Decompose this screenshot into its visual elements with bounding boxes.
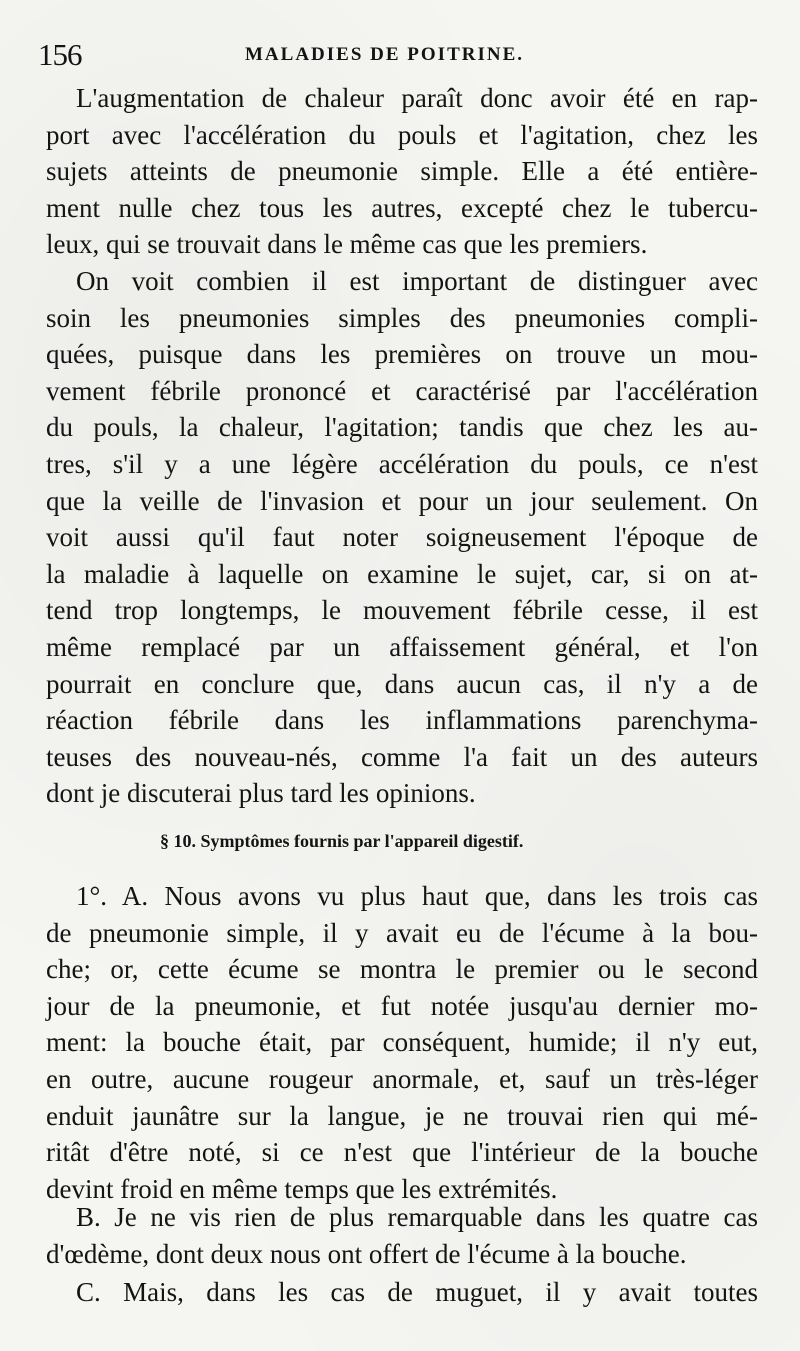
text-line: voit aussi qu'il faut noter soigneusement l'époque de bbox=[46, 522, 758, 553]
text-line: devint froid en même temps que les extrémités. bbox=[46, 1173, 558, 1204]
text-line: pourrait en conclure que, dans aucun cas, il n'y a de bbox=[46, 668, 758, 699]
text-line: B. Je ne vis rien de plus remarquable dans les quatre cas bbox=[76, 1202, 758, 1232]
text-line: jour de la pneumonie, et fut notée jusqu'au dernier mo- bbox=[46, 990, 758, 1021]
text-line: réaction fébrile dans les inflammations parenchyma- bbox=[46, 705, 758, 736]
text-line: che; or, cette écume se montra le premier ou le second bbox=[46, 954, 758, 985]
text-line: d'œdème, dont deux nous ont offert de l'écume à la bouche. bbox=[46, 1238, 687, 1269]
text-line: C. Mais, dans les cas de muguet, il y avait toutes bbox=[76, 1277, 758, 1307]
text-line: sujets atteints de pneumonie simple. Elle a été entière- bbox=[46, 156, 758, 187]
paragraph-section-c bbox=[46, 1274, 758, 1311]
paragraph-heat-pulse bbox=[46, 80, 758, 263]
text-line: enduit jaunâtre sur la langue, je ne trouvai rien qui mé- bbox=[46, 1100, 758, 1131]
text-line: du pouls, la chaleur, l'agitation; tandis que chez les au- bbox=[46, 412, 758, 443]
text-line: tend trop longtemps, le mouvement fébrile cesse, il est bbox=[46, 595, 758, 626]
text-line: soin les pneumonies simples des pneumonies compli- bbox=[46, 302, 758, 333]
text-line: de pneumonie simple, il y avait eu de l'écume à la bou- bbox=[46, 917, 758, 948]
paragraph-section-b bbox=[46, 1199, 758, 1272]
text-line: teuses des nouveau-nés, comme l'a fait un des auteurs bbox=[46, 741, 758, 772]
text-line: que la veille de l'invasion et pour un jour seulement. On bbox=[46, 485, 758, 516]
text-line: L'augmentation de chaleur paraît donc avoir été en rap- bbox=[76, 83, 758, 113]
page-header bbox=[38, 36, 758, 76]
page-number: 156 bbox=[38, 37, 82, 72]
text-line: quées, puisque dans les premières on trouve un mou- bbox=[46, 339, 758, 370]
text-line: ritât d'être noté, si ce n'est que l'intérieur de la bouche bbox=[46, 1137, 758, 1168]
text-line: ment nulle chez tous les autres, excepté chez le tubercu- bbox=[46, 192, 758, 223]
section-heading: § 10. Symptômes fournis par l'appareil digestif. bbox=[160, 831, 524, 851]
text-line: 1°. A. Nous avons vu plus haut que, dans les trois cas bbox=[76, 881, 758, 911]
text-line: port avec l'accélération du pouls et l'agitation, chez les bbox=[46, 119, 758, 150]
text-line: dont je discuterai plus tard les opinions. bbox=[46, 778, 476, 809]
text-line: On voit combien il est important de distinguer avec bbox=[76, 266, 758, 296]
text-line: ment: la bouche était, par conséquent, humide; il n'y eut, bbox=[46, 1027, 758, 1058]
running-head: MALADIES DE POITRINE. bbox=[245, 44, 525, 65]
text-line: la maladie à laquelle on examine le sujet, car, si on at- bbox=[46, 558, 758, 589]
text-line: vement fébrile prononcé et caractérisé par l'accélération bbox=[46, 375, 758, 406]
text-line: leux, qui se trouvait dans le même cas que les premiers. bbox=[46, 229, 648, 260]
text-line: tres, s'il y a une légère accélération du pouls, ce n'est bbox=[46, 448, 758, 479]
text-line: en outre, aucune rougeur anormale, et, sauf un très-léger bbox=[46, 1063, 758, 1094]
text-line: même remplacé par un affaissement général, et l'on bbox=[46, 631, 758, 662]
paragraph-section-a bbox=[46, 878, 758, 1207]
paragraph-pneumonia-distinction bbox=[46, 263, 758, 812]
